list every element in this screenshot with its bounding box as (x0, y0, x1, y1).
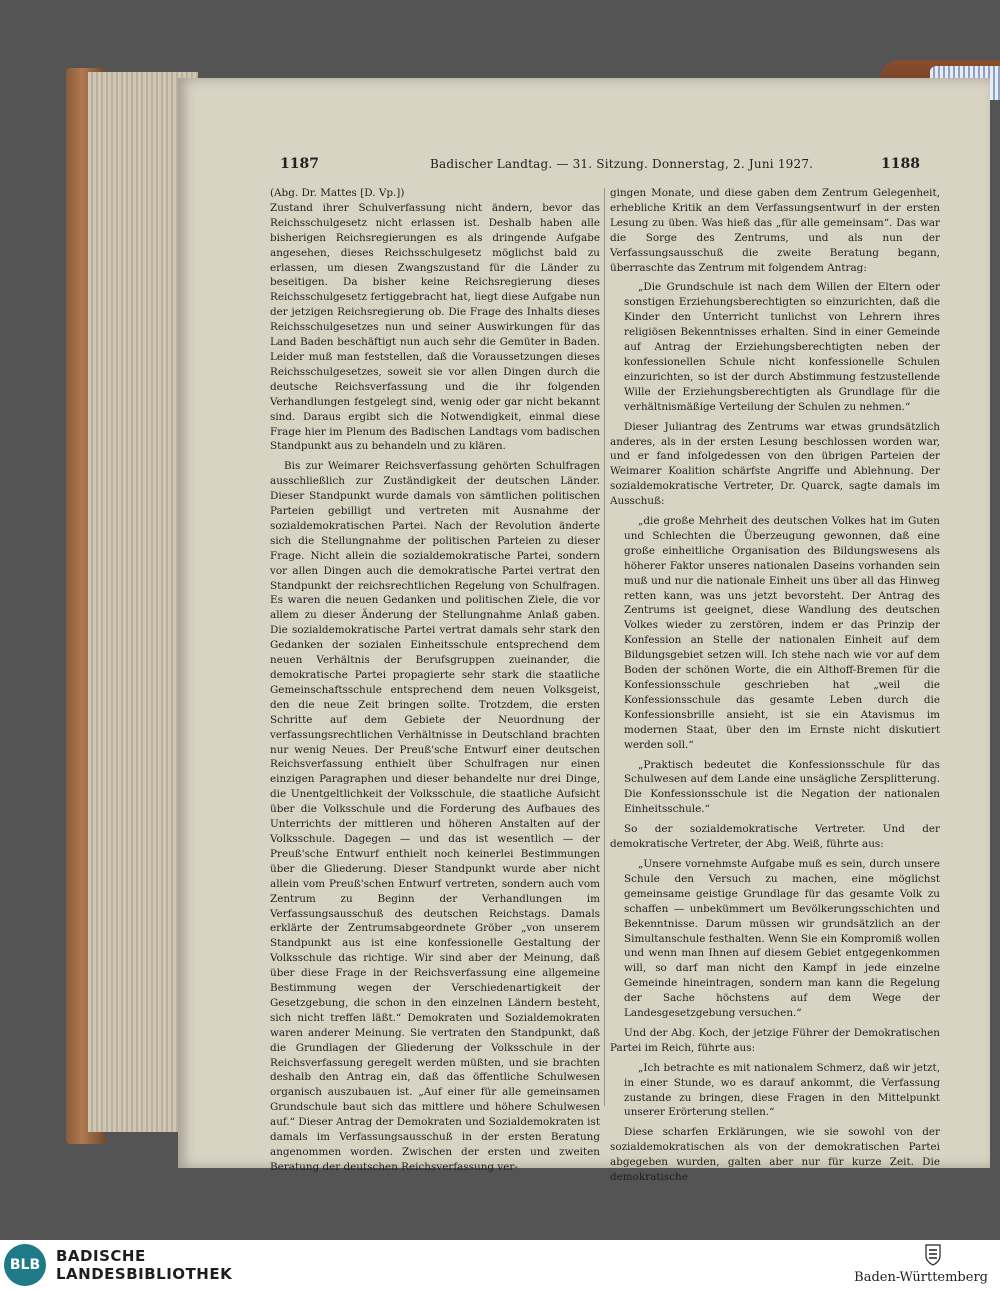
quotation: „Praktisch bedeutet die Konfessionsschule für das Schulwesen auf dem Lande eine unsägliche Zersplitterung. Die Konfessionsschule ist die Negation der nationalen Einheitsschule.“ (624, 758, 940, 816)
column-divider (604, 188, 605, 1106)
paragraph: So der sozialdemokratische Vertreter. Und der demokratische Vertreter, der Abg. Weiß, führte aus: (610, 823, 940, 851)
coat-of-arms-icon (924, 1243, 942, 1267)
state-name[interactable]: Baden-Württemberg (854, 1270, 988, 1285)
running-head (280, 156, 920, 176)
blb-logo[interactable]: BLB (4, 1244, 46, 1286)
right-page-number: 1188 (881, 156, 920, 172)
running-head-title: Badischer Landtag. — 31. Sitzung. Donnerstag, 2. Juni 1927. (430, 157, 814, 171)
library-name-line2: LANDESBIBLIOTHEK (56, 1265, 233, 1283)
left-text-column (270, 186, 600, 1175)
book-page (178, 78, 990, 1184)
paragraph: Diese scharfen Erklärungen, wie sie sowohl von der sozialdemokratischen als von der demokratischen Partei abgegeben wurden, galten aber nur für kurze Zeit. Die demokratische (610, 1126, 940, 1184)
paragraph: gingen Monate, und diese gaben dem Zentrum Gelegenheit, erhebliche Kritik an dem Verfassungsentwurf in der ersten Lesung zu üben. Was hieß das „für alle gemeinsam“. Das war die Sorge des Zentrums, und als nun der Verfassungsausschuß die zweite Beratung begann, überraschte das Zentrum mit folgendem Antrag: (610, 187, 940, 274)
right-text-column (610, 186, 940, 1185)
quotation: „Ich betrachte es mit nationalem Schmerz, daß wir jetzt, in einer Stunde, wo es darauf ankommt, die Verfassung zustande zu bringen, diese Fragen in den Mittelpunkt unserer Erörterung stellen.“ (624, 1061, 940, 1119)
quotation: „die große Mehrheit des deutschen Volkes hat im Guten und Schlechten die Überzeugung gewonnen, daß eine große einheitliche Organisation des Bildungswesens als höherer Faktor unseres nationalen Daseins vorhanden sein muß und nur die nationale Einheit uns über all das Hinweg retten kann, was uns jetzt bevorsteht. Der Antrag des Zentrums ist geeignet, diese Wandlung des deutschen Volkes wieder zu zerstören, indem er das Prinzip der Konfession an Stelle der nationalen Einheit auf dem Bildungsgebiet setzen will. Ich stehe nach wie vor auf dem Boden der schönen Worte, die ein Althoff-Bremen für die Konfessionsschule geschrieben hat „weil die Konfessionsschule das gesamte Leben durch die Konfessionsbrille ansieht, ist sie ein Atavismus im modernen Staat, über den im Ernste nicht diskutiert werden soll.“ (624, 515, 940, 751)
paragraph: Und der Abg. Koch, der jetzige Führer der Demokratischen Partei im Reich, führte aus: (610, 1026, 940, 1054)
library-name-line1: BADISCHE (56, 1247, 146, 1265)
paragraph: Zustand ihrer Schulverfassung nicht ändern, bevor das Reichsschulgesetz nicht erlassen ist. Deshalb haben alle bisherigen Reichsregierungen es als dringende Aufgabe angesehen, dieses Reichsschulgesetz möglichst bald zu erlassen, um diesen Zwangszustand für die Länder zu beseitigen. Da bisher keine Reichsregierung dieses Reichsschulgesetz fertiggebracht hat, liegt diese Aufgabe nun der jetzigen Reichsregierung ob. Die Frage des Inhalts dieses Reichsschulgesetzes nun und seiner Auswirkungen für das Land Baden beschäftigt nun auch sehr die Gemüter in Baden. Leider muß man feststellen, daß die Voraussetzungen dieses Reichsschulgesetzes, soweit sie vor allen Dingen durch die deutsche Reichsverfassung und die ihr folgenden Verhandlungen festgelegt sind, wenig oder gar nicht bekannt sind. Daraus ergibt sich die Notwendigkeit, einmal diese Frage hier im Plenum des Badischen Landtags vom badischen Standpunkt aus zu behandeln und zu klären. (270, 201, 600, 453)
speaker-tag: (Abg. Dr. Mattes [D. Vp.]) (270, 187, 405, 199)
quotation: „Unsere vornehmste Aufgabe muß es sein, durch unsere Schule den Versuch zu machen, eine möglichst gemeinsame geistige Grundlage für das gesamte Volk zu schaffen — unbekümmert um Bevölkerungsschichten und Bekenntnisse. Darum müssen wir grundsätzlich an der Simultanschule festhalten. Wenn Sie ein Kompromiß wollen und wenn man Ihnen auf diesem Gebiet entgegenkommen will, so darf man nicht den Kampf in jede einzelne Gemeinde hineintragen, sondern man kann die Regelung der Sache höchstens auf dem Wege der Landesgesetzgebung versuchen.“ (624, 857, 940, 1020)
library-name[interactable] (56, 1247, 232, 1283)
viewer-footer (0, 1240, 1000, 1290)
left-page-number: 1187 (280, 156, 319, 172)
quotation: „Die Grundschule ist nach dem Willen der Eltern oder sonstigen Erziehungsberechtigten so einzurichten, daß die Kinder den Unterricht tunlichst von Lehrern ihres religiösen Bekenntnisses erhalten. Sind in einer Gemeinde auf Antrag der Erziehungsberechtigten neben der konfessionellen Schule nicht konfessionelle Schulen einzurichten, so ist der durch Abstimmung festzustellende Wille der Erziehungsberechtigten als Grundlage für die verhältnismäßige Verteilung der Schulen zu nehmen.“ (624, 281, 940, 413)
paragraph: Bis zur Weimarer Reichsverfassung gehörten Schulfragen ausschließlich zur Zuständigkeit der deutschen Länder. Dieser Standpunkt wurde damals von sämtlichen politischen Parteien gebilligt und vertreten mit Ausnahme der sozialdemokratischen Partei. Nach der Revolution änderte sich die Stellungnahme der politischen Parteien zu dieser Frage. Nicht allein die sozialdemokratische Partei, sondern vor allen Dingen auch die demokratische Partei vertrat den Standpunkt der reichsrechtlichen Regelung von Schulfragen. Es waren die neuen Gedanken und politischen Ziele, die vor allem zu dieser Änderung der Stellungnahme Anlaß gaben. Die sozialdemokratische Partei vertrat damals sehr stark den Gedanken der sozialen Einheitsschule entsprechend dem neuen Verhältnis der Berufsgruppen zueinander, die demokratische Partei propagierte sehr stark die staatliche Gemeinschaftsschule entsprechend dem neuen Volksgeist, den die neue Zeit bringen sollte. Trotzdem, die ersten Schritte auf dem Gebiete der Neuordnung der verfassungsrechtlichen Verhältnisse in Deutschland brachten nur wenig Neues. Der Preuß'sche Entwurf einer deutschen Reichsverfassung enthielt über Schulfragen nur einen einzigen Paragraphen und dieser behandelte nur drei Dinge, die Unentgeltlichkeit der Volksschule, die staatliche Aufsicht über die Volksschule und die Forderung des Aufbaues des Unterrichts der mittleren und höheren Anstalten auf der Volksschule. Dagegen — und das ist wesentlich — der Preuß'sche Entwurf enthielt noch keinerlei Bestimmungen über die Gliederung. Dieser Standpunkt wurde aber nicht allein vom Preuß'schen Entwurf vertreten, sondern auch vom Zentrum zu Beginn der Verhandlungen im Verfassungsausschuß des deutschen Reichstags. Damals erklärte der Zentrumsabgeordnete Gröber „von unserem Standpunkt aus ist eine konfessionelle Gestaltung der Volksschule das richtige. Wir sind aber der Meinung, daß über diese Frage in der Reichsverfassung eine allgemeine Bestimmung wegen der Verschiedenartigkeit der Gesetzgebung, die schon in den einzelnen Ländern besteht, sich nicht treffen läßt.“ Demokraten und Sozialdemokraten waren anderer Meinung. Sie vertraten den Standpunkt, daß die Grundlagen der Gliederung der Volksschule in der Reichsverfassung geregelt werden müßten, und sie brachten deshalb den Antrag ein, daß das öffentliche Schulwesen organisch auszubauen ist. „Auf einer für alle gemeinsamen Grundschule baut sich das mittlere und höhere Schulwesen auf.“ Dieser Antrag der Demokraten und Sozialdemokraten ist damals im Verfassungsausschuß in der ersten Beratung angenommen worden. Zwischen der ersten und zweiten Beratung der deutschen Reichsverfassung ver- (270, 460, 600, 1173)
paragraph: Dieser Juliantrag des Zentrums war etwas grundsätzlich anderes, als in der ersten Lesung beschlossen worden war, und er fand infolgedessen von den übrigen Parteien der Weimarer Koalition schärfste Angriffe und Ablehnung. Der sozialdemokratische Vertreter, Dr. Quarck, sagte damals im Ausschuß: (610, 420, 940, 508)
